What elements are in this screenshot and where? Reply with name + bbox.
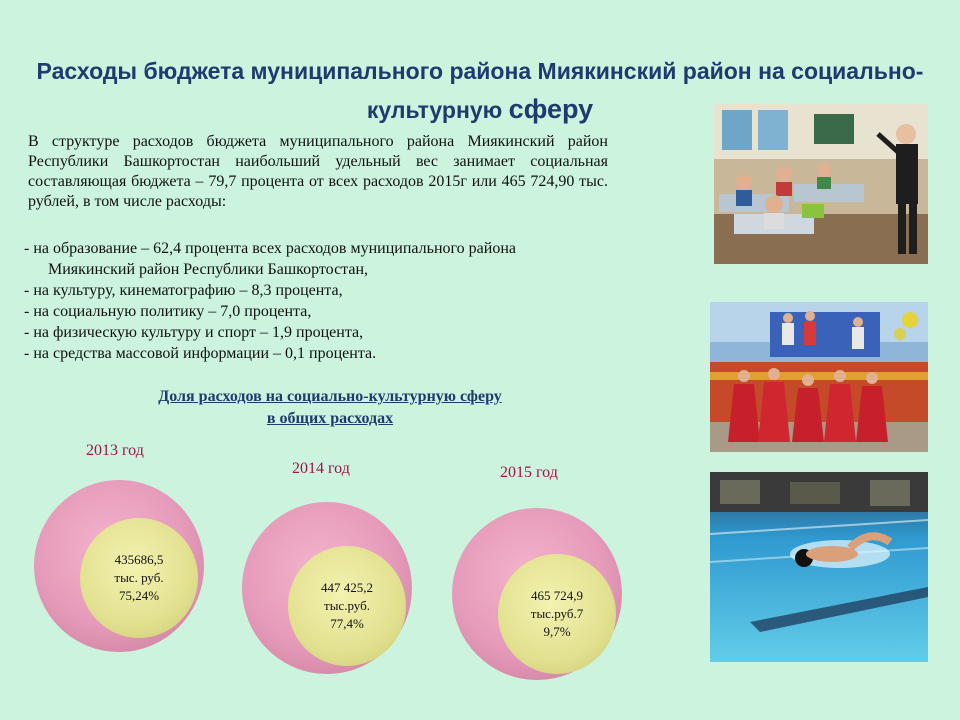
year-label-2013: 2013 год [86, 442, 144, 459]
inner-circle-2014: 447 425,2 тыс.руб. 77,4% [288, 546, 406, 666]
list-item: - на культуру, кинематографию – 8,3 процента, [24, 282, 343, 299]
year-label-2015: 2015 год [500, 464, 558, 481]
expense-list [24, 238, 624, 364]
year-label-2014: 2014 год [292, 460, 350, 477]
title-line-2: культурную сферу [366, 94, 594, 124]
inner-circle-2013: 435686,5 тыс. руб. 75,24% [80, 518, 198, 638]
inner-circle-2015: 465 724,9 тыс.руб.7 9,7% [498, 554, 616, 674]
title-line-1: Расходы бюджета муниципального района Миякинский район на социально- [36, 58, 924, 84]
list-item: - на социальную политику – 7,0 процента, [24, 303, 312, 320]
list-item: - на физическую культуру и спорт – 1,9 процента, [24, 324, 364, 341]
chart-subtitle: Доля расходов на социально-культурную сферу в общих расходах [158, 388, 502, 427]
folk-dancers-photo [710, 302, 928, 452]
swimmer-photo [710, 472, 928, 662]
list-item: - на образование – 62,4 процента всех расходов муниципального района Миякинский район Республики Башкортостан, [24, 240, 516, 278]
classroom-photo [714, 104, 928, 264]
intro-paragraph: В структуре расходов бюджета муниципального района Миякинский район Республики Башкортостан наибольший удельный вес занимает социальная составляющая бюджета – 79,7 процента от всех расходов 2015г или 465 724,90 тыс. рублей, в том числе расходы: [28, 133, 608, 210]
list-item: - на средства массовой информации – 0,1 процента. [24, 345, 377, 362]
